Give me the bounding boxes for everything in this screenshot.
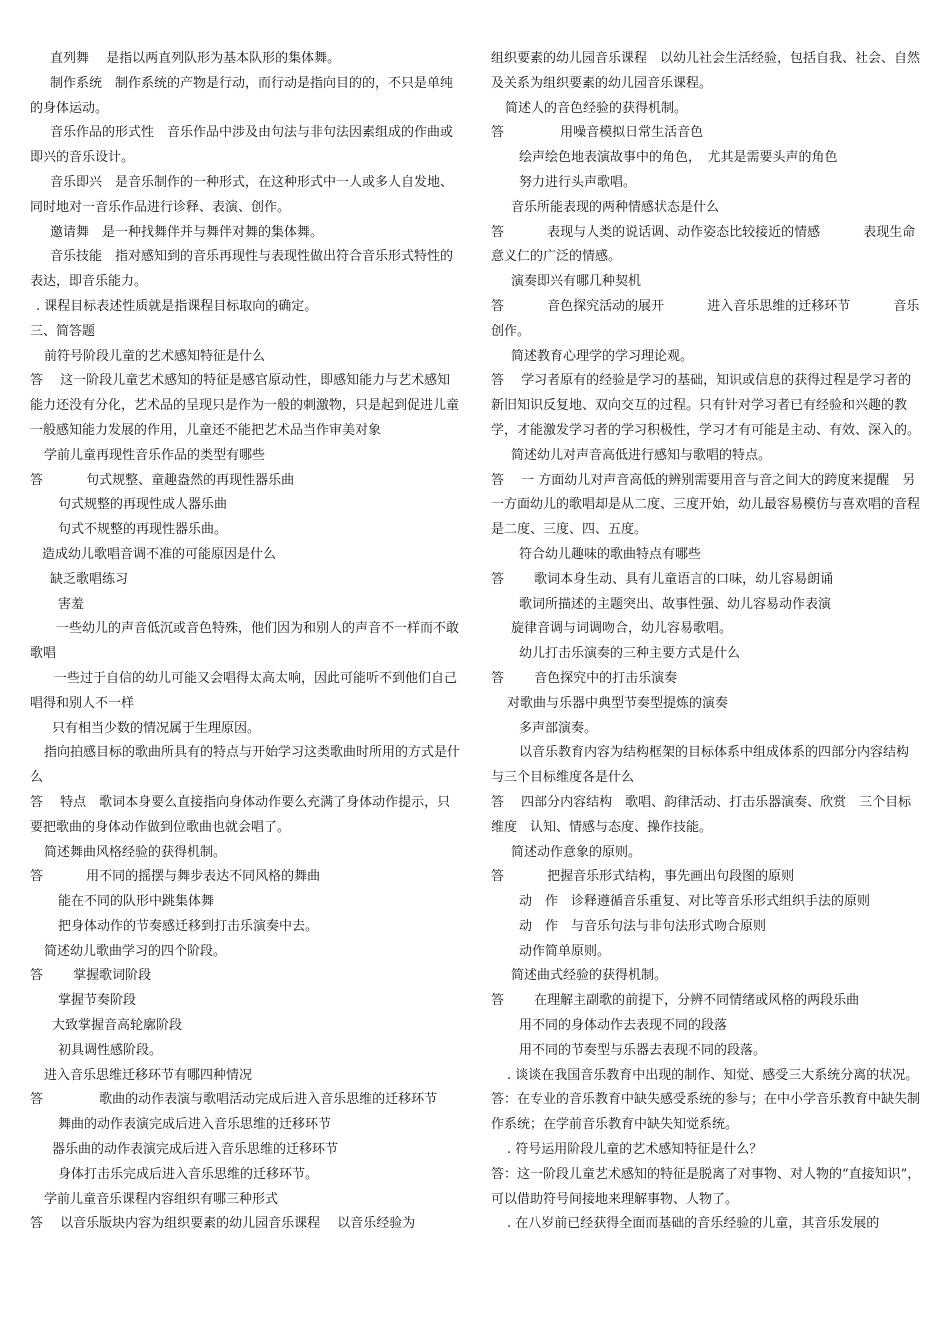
text-paragraph: . 在八岁前已经获得全面而基础的音乐经验的儿童，其音乐发展的	[507, 1216, 880, 1232]
text-paragraph: 答 用噪音模拟日常生活音色	[491, 125, 704, 141]
text-paragraph: 符合幼儿趣味的歌曲特点有哪些	[519, 546, 702, 562]
text-paragraph: 答 四部分内容结构 歌唱、韵律活动、打击乐器演奏、欣赏 三个目标维度 认知、情感与态度、操作技能。	[491, 794, 912, 835]
text-paragraph: 把身体动作的节奏感迁移到打击乐演奏中去。	[58, 918, 319, 934]
text-paragraph: 初具调性感阶段。	[58, 1042, 163, 1058]
text-paragraph: 器乐曲的动作表演完成后进入音乐思维的迁移环节	[52, 1142, 339, 1158]
text-paragraph: 动作简单原则。	[519, 943, 611, 959]
text-paragraph: 对歌曲与乐器中典型节奏型提炼的演奏	[507, 695, 729, 711]
text-paragraph: 制作系统 制作系统的产物是行动，而行动是指向目的的，不只是单纯的身体运动。	[30, 75, 454, 116]
text-paragraph: 答 音色探究活动的展开 进入音乐思维的迁移环节 音乐创作。	[491, 298, 920, 339]
text-paragraph: 简述动作意象的原则。	[511, 844, 642, 860]
text-paragraph: 动 作 与音乐句法与非句法形式吻合原则	[519, 918, 767, 934]
text-paragraph: . 课程目标表述性质就是指课程目标取向的确定。	[36, 298, 318, 314]
right-column	[491, 47, 921, 1237]
text-paragraph: 答 学习者原有的经验是学习的基础，知识或信息的获得过程是学习者的新旧知识反复地、双向交互的过程。只有针对学习者已有经验和兴趣的教学，才能激发学习者的学习积极性，学习才有可能是主动、有效、深入的。	[491, 373, 921, 438]
text-paragraph: 演奏即兴有哪几种契机	[511, 274, 642, 290]
text-paragraph: 邀请舞 是一种找舞伴并与舞伴对舞的集体舞。	[50, 224, 324, 240]
text-paragraph: 音乐作品的形式性 音乐作品中涉及由句法与非句法因素组成的作曲或即兴的音乐设计。	[30, 125, 454, 166]
text-paragraph: 答 用不同的摇摆与舞步表达不同风格的舞曲	[30, 869, 321, 885]
text-paragraph: 简述教育心理学的学习理论观。	[511, 348, 694, 364]
text-paragraph: 答 歌词本身生动、具有儿童语言的口味，幼儿容易朗诵	[491, 571, 834, 587]
text-paragraph: 音乐技能 指对感知到的音乐再现性与表现性做出符合音乐形式特性的表达，即音乐能力。	[30, 249, 454, 290]
text-paragraph: 舞曲的动作表演完成后进入音乐思维的迁移环节	[58, 1117, 332, 1133]
text-paragraph: 害羞	[58, 596, 85, 612]
text-paragraph: 身体打击乐完成后进入音乐思维的迁移环节。	[58, 1166, 319, 1182]
text-paragraph: 只有相当少数的情况属于生理原因。	[52, 720, 261, 736]
text-paragraph: 音乐所能表现的两种情感状态是什么	[511, 199, 720, 215]
text-paragraph: 旋律音调与词调吻合，幼儿容易歌唱。	[511, 621, 733, 637]
text-paragraph: 多声部演奏。	[519, 720, 598, 736]
text-paragraph: 答 在理解主副歌的前提下，分辨不同情绪或风格的两段乐曲	[491, 993, 860, 1009]
text-paragraph: 三、简答题	[30, 323, 96, 339]
text-paragraph: 能在不同的队形中跳集体舞	[58, 894, 215, 910]
text-paragraph: 掌握节奏阶段	[58, 993, 137, 1009]
text-paragraph: 简述幼儿歌曲学习的四个阶段。	[44, 943, 227, 959]
text-paragraph: 答 一 方面幼儿对声音高低的辨别需要用音与音之间大的跨度来提醒 另一方面幼儿的歌唱却是从二度、三度开始，幼儿最容易模仿与喜欢唱的音程是二度、三度、四、五度。	[491, 472, 921, 538]
text-paragraph: 歌词所描述的主题突出、故事性强、幼儿容易动作表演	[519, 596, 832, 612]
text-paragraph: . 谈谈在我国音乐教育中出现的制作、知觉、感受三大系统分离的状况。	[507, 1067, 919, 1083]
text-paragraph: 大致掌握音高轮廓阶段	[52, 1018, 183, 1034]
text-paragraph: 答 以音乐版块内容为组织要素的幼儿园音乐课程 以音乐经验为	[30, 1216, 416, 1232]
text-paragraph: 答 歌曲的动作表演与歌唱活动完成后进入音乐思维的迁移环节	[30, 1092, 438, 1108]
text-paragraph: 答：在专业的音乐教育中缺失感受系统的参与；在中小学音乐教育中缺失制作系统；在学前音乐教育中缺失知觉系统。	[491, 1092, 921, 1133]
text-paragraph: 简述舞曲风格经验的获得机制。	[44, 844, 227, 860]
text-paragraph: 句式规整的再现性成人器乐曲	[58, 497, 228, 513]
text-paragraph: 学前儿童再现性音乐作品的类型有哪些	[44, 447, 266, 463]
text-paragraph: 答 掌握歌词阶段	[30, 968, 152, 984]
text-paragraph: 一些过于自信的幼儿可能又会唱得太高太响，因此可能听不到他们自己唱得和别人不一样	[30, 670, 458, 711]
text-paragraph: 以音乐教育内容为结构框架的目标体系中组成体系的四部分内容结构与三个目标维度各是什么	[491, 745, 910, 786]
text-paragraph: 组织要素的幼儿园音乐课程 以幼儿社会生活经验，包括自我、社会、自然及关系为组织要素的幼儿园音乐课程。	[491, 51, 921, 91]
text-paragraph: 前符号阶段儿童的艺术感知特征是什么	[44, 348, 266, 364]
text-paragraph: 学前儿童音乐课程内容组织有哪三种形式	[44, 1191, 279, 1207]
text-paragraph: 用不同的节奏型与乐器去表现不同的段落。	[519, 1042, 767, 1058]
text-paragraph: 音乐即兴 是音乐制作的一种形式，在这种形式中一人或多人自发地、同时地对一音乐作品进行诊释、表演、创作。	[30, 174, 454, 215]
text-paragraph: 缺乏歌唱练习	[50, 571, 129, 587]
text-paragraph: 造成幼儿歌唱音调不准的可能原因是什么	[42, 546, 277, 562]
text-paragraph: 进入音乐思维迁移环节有哪四种情况	[44, 1067, 253, 1083]
text-paragraph: 答 句式规整、童趣盎然的再现性器乐曲	[30, 472, 295, 488]
text-paragraph: 指向拍感目标的歌曲所具有的特点与开始学习这类歌曲时所用的方式是什么	[30, 745, 461, 786]
text-paragraph: 答 音色探究中的打击乐演奏	[491, 670, 678, 686]
text-paragraph: 绘声绘色地表演故事中的角色， 尤其是需要头声的角色	[519, 150, 838, 166]
text-paragraph: 动 作 诊释遵循音乐重复、对比等音乐形式组织手法的原则	[519, 894, 871, 910]
text-paragraph: 简述幼儿对声音高低进行感知与歌唱的特点。	[511, 447, 772, 463]
text-paragraph: 努力进行头声歌唱。	[519, 174, 637, 190]
text-paragraph: 一些幼儿的声音低沉或音色特殊，他们因为和别人的声音不一样而不敢歌唱	[30, 621, 460, 662]
text-paragraph: 用不同的身体动作去表现不同的段落	[519, 1018, 728, 1034]
text-paragraph: 答 把握音乐形式结构，事先画出句段图的原则	[491, 869, 795, 885]
left-column	[30, 47, 460, 1237]
text-paragraph: 简述人的音色经验的获得机制。	[505, 100, 688, 116]
text-paragraph: . 符号运用阶段儿童的艺术感知特征是什么？	[507, 1142, 763, 1158]
text-paragraph: 答：这一阶段儿童艺术感知的特征是脱离了对事物、对人物的“直接知识”，可以借助符号间接地来理解事物、人物了。	[491, 1166, 921, 1207]
text-paragraph: 直列舞 是指以两直列队形为基本队形的集体舞。	[50, 51, 341, 66]
text-paragraph: 答 表现与人类的说话调、动作姿态比较接近的情感 表现生命意义仁的广泛的情感。	[491, 224, 916, 265]
text-paragraph: 句式不规整的再现性器乐曲。	[58, 522, 228, 538]
text-paragraph: 答 特点 歌词本身要么直接指向身体动作要么充满了身体动作提示，只要把歌曲的身体动作做到位歌曲也就会唱了。	[30, 794, 451, 835]
text-paragraph: 简述曲式经验的获得机制。	[511, 968, 668, 984]
text-paragraph: 答 这一阶段儿童艺术感知的特征是感官原动性，即感知能力与艺术感知能力还没有分化，艺术品的呈现只是作为一般的刺激物，只是起到促进儿童一般感知能力发展的作用，儿童还不能把艺术品当作审美对象	[30, 373, 460, 438]
text-paragraph: 幼儿打击乐演奏的三种主要方式是什么	[519, 646, 741, 662]
